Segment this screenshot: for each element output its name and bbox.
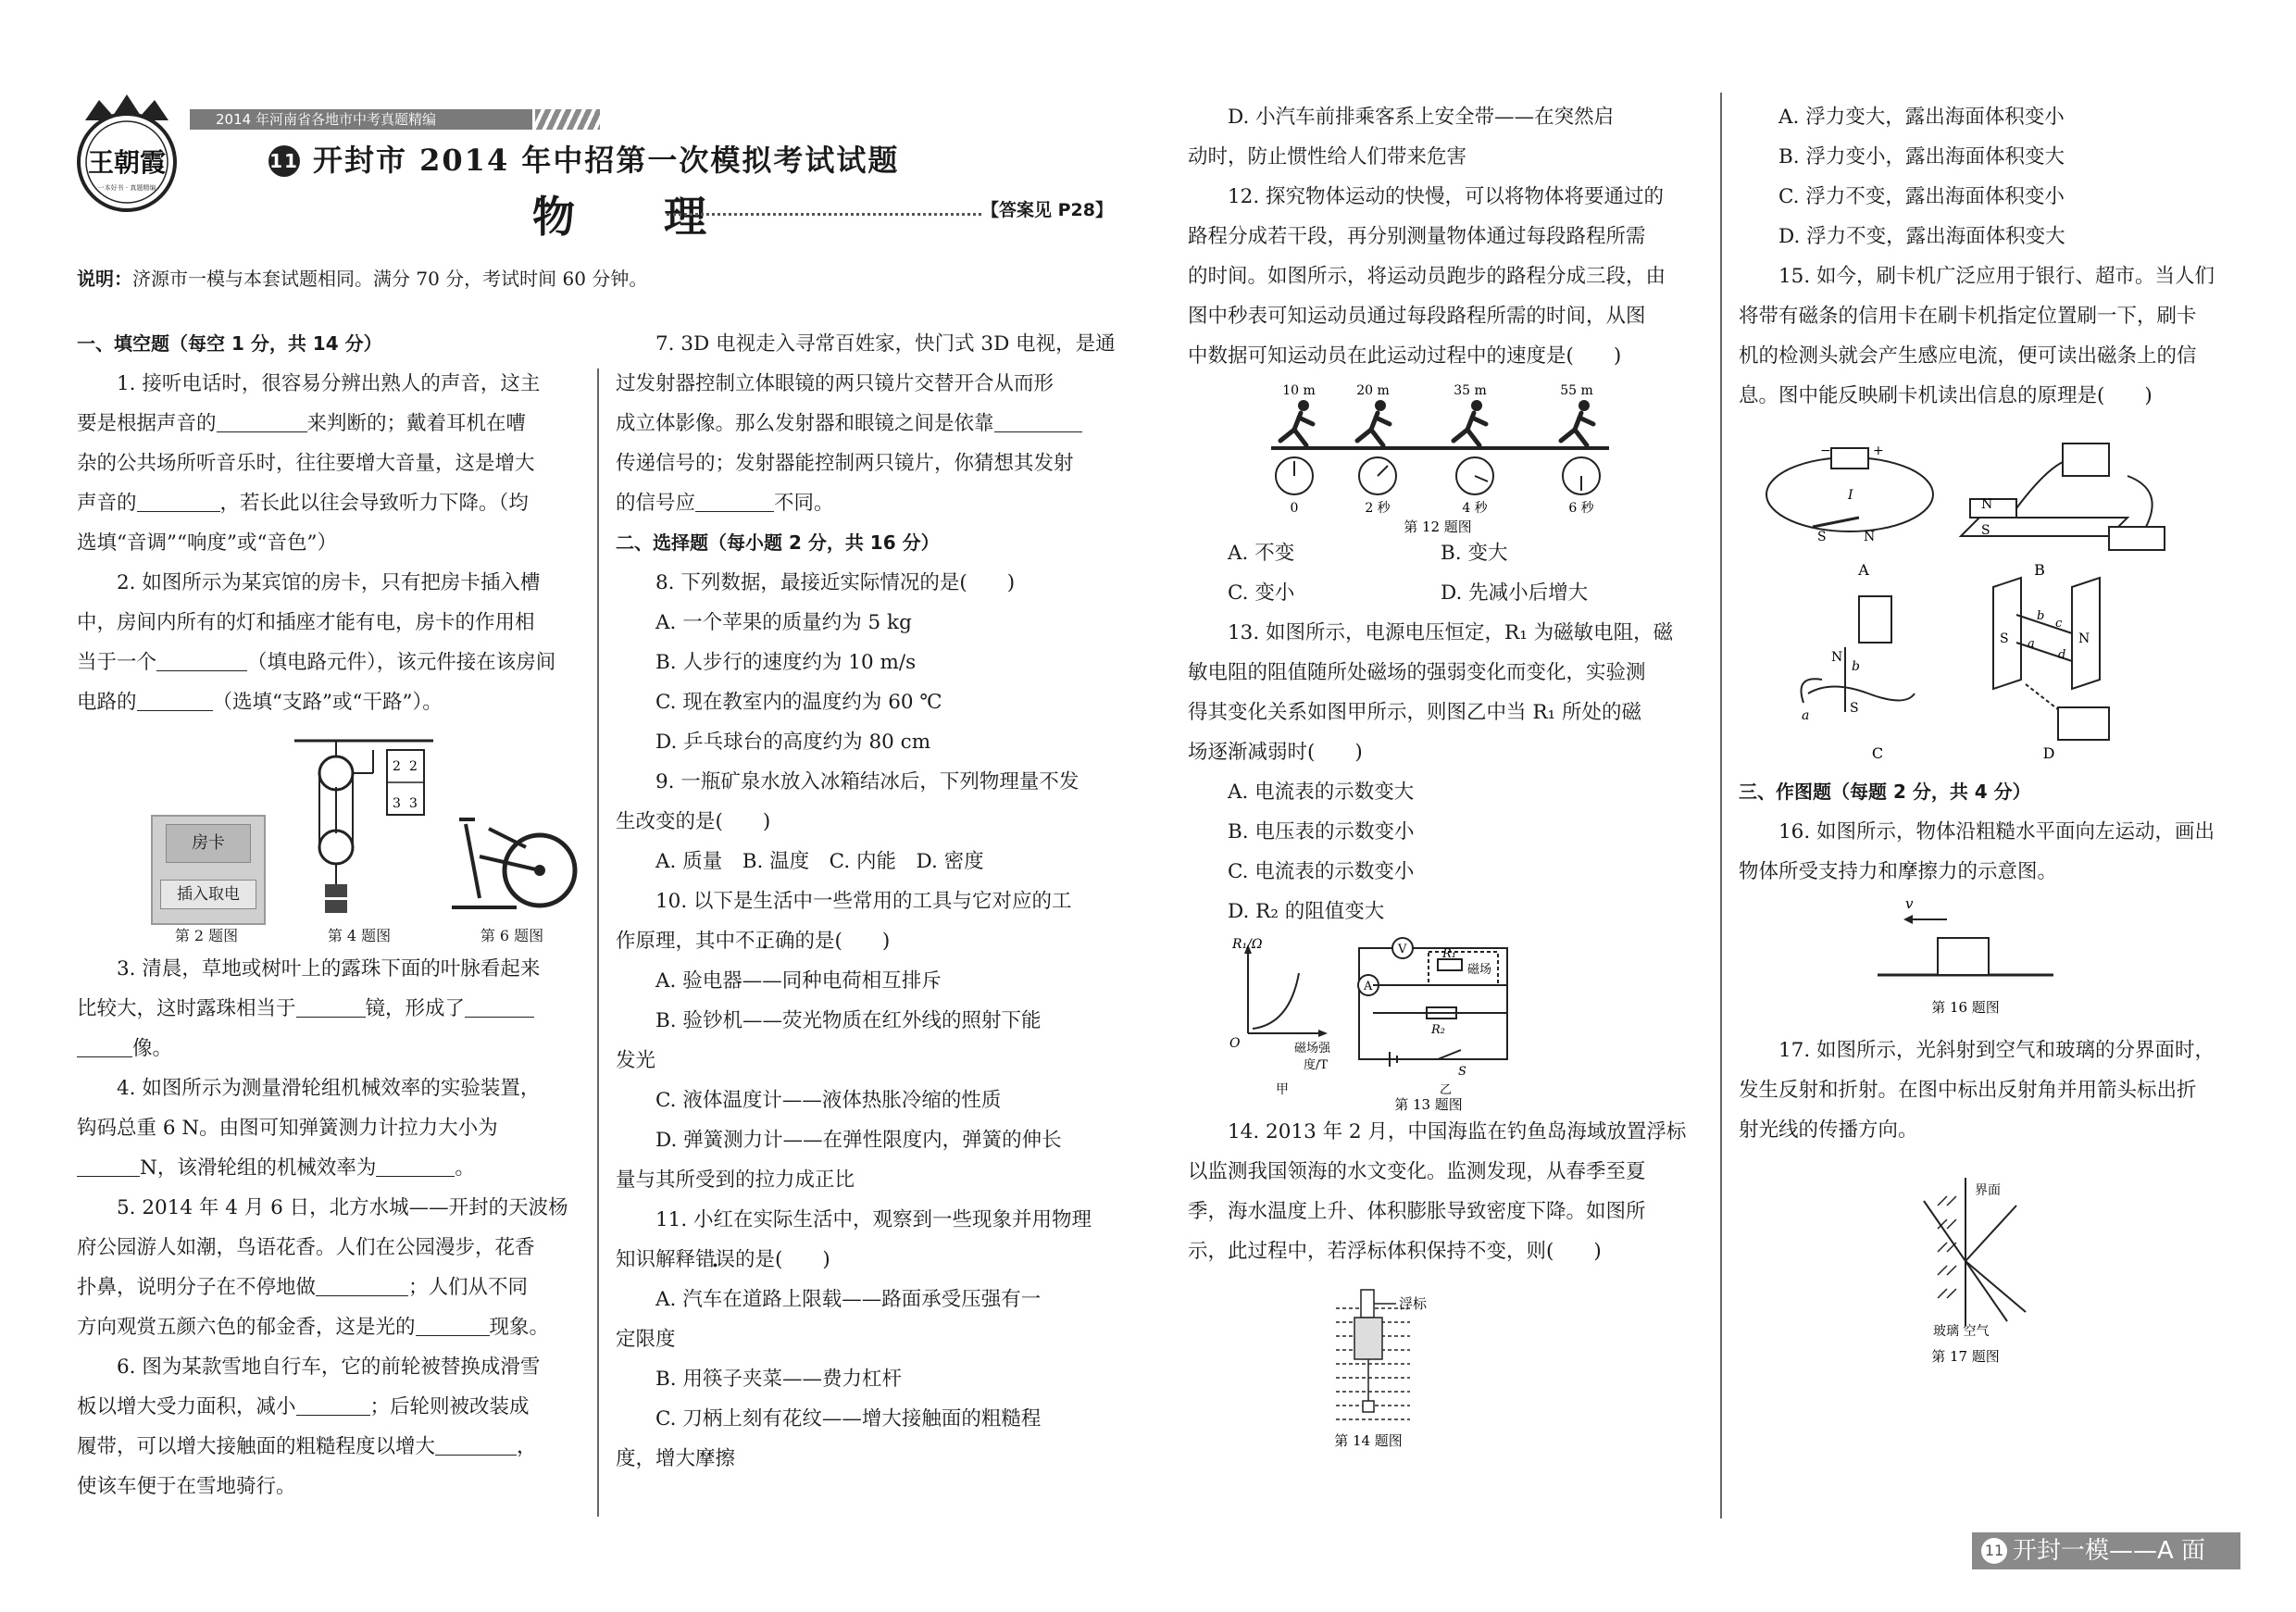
- q12-options: [1188, 573, 1706, 613]
- terminal-label: −: [1820, 444, 1831, 458]
- answer-blank[interactable]: [77, 1037, 132, 1058]
- q13-stem: 敏电阻的阻值随所处磁场的强弱变化而变化，实验测: [1188, 661, 1646, 684]
- card-slot: 插入取电: [160, 880, 256, 909]
- q10-option-b[interactable]: B. 验钞机——荧光物质在红外线的照射下能: [655, 1009, 1042, 1032]
- terminal-label: +: [1873, 444, 1884, 458]
- q5-line: 方向观赏五颜六色的郁金香，这是光的 现象。: [77, 1316, 550, 1339]
- section-choice: 二、选择题（每小题 2 分，共 16 分）: [616, 531, 940, 554]
- option-d-diagram: [1993, 578, 2109, 740]
- medium-label: 玻璃 空气: [1933, 1324, 1990, 1339]
- figures-2-4-6: [77, 722, 581, 949]
- pole-label: N: [1864, 530, 1876, 544]
- q2-line: 电路的 （选填“支路”或“干路”）。: [77, 691, 443, 714]
- q12-stem: 的时间。如图所示，将运动员跑步的路程分成三段，由: [1188, 265, 1666, 288]
- option-b-label: B: [2034, 561, 2045, 579]
- column-3: [1188, 97, 1706, 1447]
- circuit-yi-label: 乙: [1440, 1083, 1453, 1097]
- q14-option-b[interactable]: B. 浮力变小，露出海面体积变大: [1778, 145, 2065, 169]
- figure-16[interactable]: [1739, 892, 2257, 1031]
- pole-label: S: [1981, 523, 1990, 538]
- axis-label-y: R₁/Ω: [1232, 937, 1263, 952]
- q2-line: 2. 如图所示为某宾馆的房卡，只有把房卡插入槽: [117, 571, 541, 594]
- q8-option-c[interactable]: C. 现在教室内的温度约为 60 ℃: [655, 691, 942, 714]
- q6-line: 履带，可以增大接触面的粗糙程度以增大 ，: [77, 1435, 537, 1458]
- pole-label: S: [1817, 530, 1827, 544]
- q10-stem: 作原理，其中不正确的是( ): [616, 930, 891, 953]
- pole-label: S: [1850, 701, 1859, 716]
- q6-line: 6. 图为某款雪地自行车，它的前轮被替换成滑雪: [117, 1356, 541, 1379]
- current-label: I: [1848, 488, 1853, 503]
- field-label: 磁场: [1467, 963, 1492, 977]
- point-label: a: [2028, 637, 2035, 651]
- q9-stem: 生改变的是( ): [616, 810, 771, 833]
- publisher-logo: [67, 93, 187, 218]
- q6-line: 使该车便于在雪地骑行。: [77, 1475, 296, 1498]
- page-footer-tag: [1972, 1532, 2240, 1569]
- q8-option-a[interactable]: A. 一个苹果的质量约为 5 kg: [655, 611, 912, 634]
- answer-blank[interactable]: [416, 1316, 490, 1337]
- graph-jia: [1229, 937, 1331, 1097]
- q8-stem: 8. 下列数据，最接近实际情况的是( ): [655, 571, 1016, 594]
- q7-line: 传递信号的；发射器能控制两只镜片，你猜想其发射: [616, 452, 1074, 475]
- voltmeter-label: V: [1398, 943, 1407, 956]
- column-divider-2: [1720, 93, 1722, 1518]
- circuit-yi: [1358, 938, 1507, 1067]
- answer-blank[interactable]: [296, 1395, 370, 1417]
- q2-line: 当于一个 （填电路元件），该元件接在该房间: [77, 651, 556, 674]
- q15-stem: 息。图中能反映刷卡机读出信息的原理是( ): [1739, 384, 2152, 407]
- q17-stem: 17. 如图所示，光斜射到空气和玻璃的分界面时，: [1778, 1039, 2215, 1062]
- interface-label: 界面: [1975, 1183, 2001, 1198]
- pole-label: N: [1981, 497, 1993, 512]
- q10-option-d[interactable]: D. 弹簧测力计——在弹性限度内，弹簧的伸长: [655, 1129, 1062, 1152]
- answer-blank[interactable]: [994, 412, 1082, 433]
- figure-15: [1739, 416, 2257, 772]
- time-label: 6 秒: [1568, 501, 1594, 516]
- r1-label: R₁: [1442, 947, 1456, 961]
- q14-option-a[interactable]: A. 浮力变大，露出海面体积变小: [1778, 106, 2065, 129]
- title-dotted-line: [667, 213, 981, 216]
- q1-line: 杂的公共场所听音乐时，往往要增大音量，这是增大: [77, 452, 535, 475]
- answer-reference: 【答案见 P28】: [981, 200, 1113, 220]
- time-label: 2 秒: [1365, 501, 1391, 516]
- figure-13-caption: 第 13 题图: [1394, 1096, 1463, 1112]
- distance-label: 35 m: [1454, 383, 1487, 398]
- origin-label: O: [1229, 1036, 1241, 1051]
- q2-line: 中，房间内所有的灯和插座才能有电，房卡的作用相: [77, 611, 535, 634]
- figure-4-caption: 第 4 题图: [327, 927, 392, 944]
- answer-blank[interactable]: [435, 1435, 517, 1456]
- q11-option-b[interactable]: B. 用筷子夹菜——费力杠杆: [655, 1368, 902, 1391]
- point-label: b: [1852, 659, 1860, 674]
- exam-note: [77, 264, 647, 291]
- scale-label: 3: [409, 796, 418, 811]
- q12-option-a[interactable]: A. 不变: [1228, 542, 1295, 565]
- figure-13: [1188, 931, 1706, 1112]
- logo-text: 王朝霞: [87, 147, 167, 178]
- stopwatch-icons: [1276, 457, 1600, 494]
- column-2: [616, 324, 1134, 1479]
- buoy-label: 浮标: [1399, 1295, 1428, 1312]
- q11-option-d-cont: 动时，防止惯性给人们带来危害: [1188, 145, 1467, 169]
- q11-option-c[interactable]: C. 刀柄上刻有花纹——增大接触面的粗糙程: [655, 1407, 1042, 1431]
- option-c-label: C: [1871, 744, 1884, 762]
- q4-line: 4. 如图所示为测量滑轮组机械效率的实验装置，: [117, 1077, 541, 1100]
- scale-label: 2: [393, 759, 401, 774]
- switch-label: S: [1458, 1065, 1466, 1079]
- q16-stem: 物体所受支持力和摩擦力的示意图。: [1739, 860, 2058, 883]
- note-label: 说明：: [77, 268, 132, 290]
- axis-label-x: 度/T: [1304, 1058, 1329, 1072]
- q14-stem: 以监测我国领海的水文变化。监测发现，从春季至夏: [1188, 1160, 1646, 1183]
- velocity-label: v: [1905, 895, 1914, 912]
- q1-line: 选填“音调”“响度”或“音色”）: [77, 531, 337, 555]
- room-card-figure: [151, 815, 266, 925]
- subject-title: 物 理: [532, 192, 744, 242]
- q14-stem: 季，海水温度上升、体积膨胀导致密度下降。如图所: [1188, 1200, 1646, 1223]
- q7-line: 过发射器控制立体眼镜的两只镜片交替开合从而形: [616, 372, 1054, 395]
- r2-label: R₂: [1431, 1023, 1445, 1037]
- q12-stem: 中数据可知运动员在此运动过程中的速度是( ): [1188, 344, 1622, 368]
- figure-17-caption: 第 17 题图: [1931, 1348, 2000, 1363]
- q13-option-a[interactable]: A. 电流表的示数变大: [1228, 781, 1415, 804]
- figure-17[interactable]: [1739, 1150, 2257, 1363]
- q16-stem: 16. 如图所示，物体沿粗糙水平面向左运动，画出: [1778, 820, 2215, 843]
- q5-line: 府公园游人如潮，鸟语花香。人们在公园漫步，花香: [77, 1236, 535, 1259]
- q11-option-d[interactable]: D. 小汽车前排乘客系上安全带——在突然启: [1228, 106, 1615, 129]
- q11-option-c-cont: 度，增大摩擦: [616, 1447, 736, 1470]
- point-label: c: [2055, 617, 2063, 631]
- answer-blank[interactable]: [137, 691, 213, 712]
- column-1: [77, 324, 581, 1506]
- scale-label: 2: [409, 759, 418, 774]
- q13-option-d[interactable]: D. R₂ 的阻值变大: [1228, 900, 1385, 923]
- q13-option-c[interactable]: C. 电流表的示数变小: [1228, 860, 1415, 883]
- q14-option-c[interactable]: C. 浮力不变，露出海面体积变小: [1778, 185, 2065, 208]
- axis-label-x: 磁场强: [1294, 1042, 1331, 1056]
- q1-line: 1. 接听电话时，很容易分辨出熟人的声音，这主: [117, 372, 541, 395]
- q3-line: 像。: [77, 1029, 581, 1068]
- distance-label: 55 m: [1560, 383, 1593, 398]
- graph-jia-label: 甲: [1276, 1082, 1289, 1097]
- point-label: d: [2058, 648, 2066, 662]
- q11-option-a-cont: 定限度: [616, 1328, 676, 1351]
- answer-blank[interactable]: [156, 651, 247, 672]
- logo-subtext: 一本好书 · 真题精编: [97, 184, 156, 192]
- q14-stem: 示，此过程中，若浮标体积保持不变，则( ): [1188, 1240, 1602, 1263]
- distance-label: 10 m: [1282, 383, 1316, 398]
- figure-12: [1188, 376, 1706, 533]
- answer-blank[interactable]: [137, 492, 220, 513]
- banner-stripes: [535, 109, 600, 130]
- q12-option-d[interactable]: D. 先减小后增大: [1441, 581, 1589, 605]
- time-label: 4 秒: [1462, 501, 1488, 516]
- answer-blank[interactable]: [376, 1156, 455, 1178]
- q17-stem: 发生反射和折射。在图中标出反射角并用箭头标出折: [1739, 1079, 2197, 1102]
- figure-6-caption: 第 6 题图: [480, 927, 544, 944]
- scale-label: 3: [393, 796, 401, 811]
- column-divider-1: [597, 369, 599, 1517]
- q10-stem: 10. 以下是生活中一些常用的工具与它对应的工: [655, 890, 1072, 913]
- time-label: 0: [1290, 501, 1299, 516]
- q1-line: 声音的 ，若长此以往会导致听力下降。（均: [77, 492, 529, 515]
- q4-line: N，该滑轮组的机械效率为 。: [77, 1148, 581, 1188]
- exam-number-badge: 11: [268, 145, 300, 177]
- answer-blank[interactable]: [316, 1276, 408, 1297]
- answer-blank[interactable]: [465, 997, 534, 1018]
- q8-option-b[interactable]: B. 人步行的速度约为 10 m/s: [655, 651, 917, 674]
- option-d-label: D: [2042, 744, 2055, 762]
- q12-option-c[interactable]: C. 变小: [1228, 581, 1295, 605]
- distance-label: 20 m: [1356, 383, 1390, 398]
- runner-icons: [1280, 400, 1593, 445]
- q5-line: 5. 2014 年 4 月 6 日，北方水城——开封的天波杨: [117, 1196, 568, 1219]
- answer-blank[interactable]: [77, 1156, 140, 1178]
- note-text: 济源市一模与本套试题相同。满分 70 分，考试时间 60 分钟。: [132, 268, 648, 290]
- figure-14-caption: 第 14 题图: [1334, 1432, 1403, 1447]
- q14-option-d[interactable]: D. 浮力不变，露出海面体积变大: [1778, 225, 2065, 248]
- q10-option-b-cont: 发光: [616, 1049, 656, 1072]
- figure-14: [1188, 1271, 1706, 1447]
- q12-stem: 路程分成若干段，再分别测量物体通过每段路程所需: [1188, 225, 1646, 248]
- ammeter-label: A: [1364, 980, 1373, 993]
- q6-line: 板以增大受力面积，减小 ；后轮则被改装成: [77, 1395, 530, 1418]
- pole-label: N: [2078, 631, 2090, 646]
- q7-line: 成立体影像。那么发射器和眼镜之间是依靠: [616, 404, 1134, 444]
- q5-line: 扑鼻，说明分子在不停地做 ；人们从不同: [77, 1276, 529, 1299]
- exam-title-text: 开封市 2014 年中招第一次模拟考试试题: [313, 143, 900, 178]
- q7-line: 的信号应 不同。: [616, 492, 834, 515]
- q10-option-a[interactable]: A. 验电器——同种电荷相互排斥: [655, 969, 942, 993]
- q14-stem: 14. 2013 年 2 月，中国海监在钓鱼岛海域放置浮标: [1228, 1120, 1687, 1143]
- snow-bike-figure: [433, 806, 581, 921]
- q9-stem: 9. 一瓶矿泉水放入冰箱结冰后，下列物理量不发: [655, 770, 1079, 794]
- answer-blank[interactable]: [296, 997, 366, 1018]
- answer-blank[interactable]: [217, 412, 307, 433]
- q9-options[interactable]: A. 质量 B. 温度 C. 内能 D. 密度: [655, 850, 984, 873]
- q11-stem: 11. 小红在实际生活中，观察到一些现象并用物理: [655, 1208, 1092, 1231]
- figure-2-caption: 第 2 题图: [174, 927, 239, 944]
- room-card: 房卡: [166, 824, 251, 863]
- q10-option-d-cont: 量与其所受到的拉力成正比: [616, 1168, 855, 1192]
- emphasis-text: 错误: [695, 1248, 736, 1271]
- pole-label: N: [1831, 650, 1843, 665]
- q15-stem: 将带有磁条的信用卡在刷卡机指定位置刷一下，刷卡: [1739, 305, 2197, 328]
- q13-option-b[interactable]: B. 电压表的示数变小: [1228, 820, 1415, 843]
- series-banner: 2014 年河南省各地市中考真题精编: [190, 109, 532, 130]
- q1-line: 要是根据声音的 来判断的；戴着耳机在嘈: [77, 412, 527, 435]
- q12-option-b[interactable]: B. 变大: [1441, 542, 1508, 565]
- option-c-diagram: [1802, 596, 1915, 712]
- q4-line: 钩码总重 6 N。由图可知弹簧测力计拉力大小为: [77, 1117, 498, 1140]
- pole-label: S: [2000, 631, 2009, 646]
- footer-number-badge: 11: [1981, 1538, 2007, 1564]
- q13-stem: 场逐渐减弱时( ): [1188, 741, 1363, 764]
- q3-line: 3. 清晨，草地或树叶上的露珠下面的叶脉看起来: [117, 957, 541, 981]
- q11-stem: 知识解释错误的是( ): [616, 1248, 830, 1271]
- column-4: [1739, 97, 2257, 1363]
- q17-stem: 射光线的传播方向。: [1739, 1118, 1918, 1142]
- section-fill-in: 一、填空题（每空 1 分，共 14 分）: [77, 332, 382, 355]
- q11-option-a[interactable]: A. 汽车在道路上限载——路面承受压强有一: [655, 1288, 1042, 1311]
- q13-stem: 得其变化关系如图甲所示，则图乙中当 R₁ 所处的磁: [1188, 701, 1641, 724]
- pulley-figure: [294, 731, 433, 926]
- q8-option-d[interactable]: D. 乒乓球台的高度约为 80 cm: [655, 731, 931, 754]
- q15-stem: 15. 如今，刷卡机广泛应用于银行、超市。当人们: [1778, 265, 2215, 288]
- q7-line: 7. 3D 电视走入寻常百姓家，快门式 3D 电视，是通: [655, 332, 1116, 356]
- point-label: a: [1802, 708, 1810, 723]
- section-drawing: 三、作图题（每题 2 分，共 4 分）: [1739, 781, 2031, 803]
- figure-12-caption: 第 12 题图: [1404, 519, 1472, 533]
- option-a-label: A: [1858, 561, 1869, 579]
- q15-stem: 机的检测头就会产生感应电流，便可读出磁条上的信: [1739, 344, 2197, 368]
- emphasis-text: 不正确: [735, 930, 795, 953]
- q12-stem: 图中秒表可知运动员通过每段路程所需的时间，从图: [1188, 305, 1646, 328]
- exam-title: [268, 137, 899, 180]
- q12-options: [1188, 533, 1706, 573]
- q12-stem: 12. 探究物体运动的快慢，可以将物体将要通过的: [1228, 185, 1665, 208]
- q3-line: 比较大，这时露珠相当于 镜，形成了: [77, 989, 581, 1029]
- point-label: b: [2037, 609, 2045, 623]
- q13-stem: 13. 如图所示，电源电压恒定，R₁ 为磁敏电阻，磁: [1228, 621, 1674, 644]
- answer-blank[interactable]: [695, 492, 774, 513]
- figure-16-caption: 第 16 题图: [1931, 999, 2000, 1016]
- footer-label: 开封一模——A 面: [2013, 1537, 2206, 1565]
- q10-option-c[interactable]: C. 液体温度计——液体热胀冷缩的性质: [655, 1089, 1002, 1112]
